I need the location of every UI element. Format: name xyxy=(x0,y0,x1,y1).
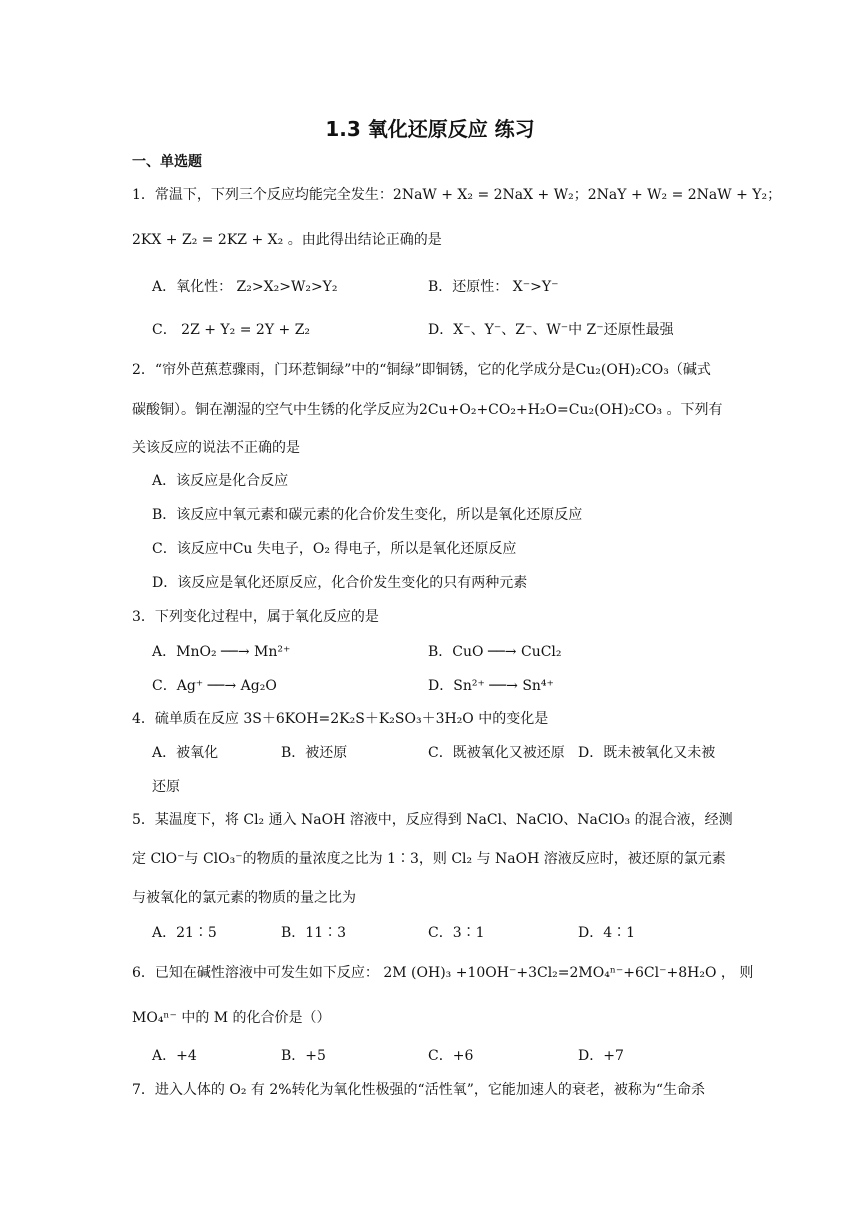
question-5-option-a: A．21∶5 xyxy=(152,925,217,941)
question-3-option-b: B．CuO ──→ CuCl₂ xyxy=(428,644,562,660)
question-6-option-c: C．+6 xyxy=(428,1048,474,1064)
question-5-text: 5．某温度下，将 Cl₂ 通入 NaOH 溶液中，反应得到 NaCl、NaClO、NaClO₃ 的混合液，经测 xyxy=(132,812,733,828)
question-2-text-cont: 碳酸铜）。铜在潮湿的空气中生锈的化学反应为2Cu+O₂+CO₂+H₂O=Cu₂(OH)₂CO₃ 。下列有 xyxy=(132,402,723,418)
question-4-option-b: B．被还原 xyxy=(281,745,348,761)
question-4-text: 4．硫单质在反应 3S＋6KOH=2K₂S＋K₂SO₃＋3H₂O 中的变化是 xyxy=(132,711,549,727)
question-2-option-d: D．该反应是氧化还原反应，化合价发生变化的只有两种元素 xyxy=(152,575,528,591)
question-4-option-c: C．既被氧化又被还原 xyxy=(428,745,565,761)
question-6-option-b: B．+5 xyxy=(281,1048,326,1064)
question-1-text: 1．常温下，下列三个反应均能完全发生：2NaW + X₂ = 2NaX + W₂；2NaY + W₂ = 2NaW + Y₂； xyxy=(132,187,782,203)
question-7-text: 7．进入人体的 O₂ 有 2%转化为氧化性极强的“活性氧”，它能加速人的衰老，被称为“生命杀 xyxy=(132,1082,706,1098)
question-2-option-c: C．该反应中Cu 失电子，O₂ 得电子，所以是氧化还原反应 xyxy=(152,541,517,557)
question-4-option-d: D．既未被氧化又未被 xyxy=(578,745,716,761)
question-3-option-c: C．Ag⁺ ──→ Ag₂O xyxy=(152,678,277,694)
question-6-text-cont: MO₄ⁿ⁻ 中的 M 的化合价是（） xyxy=(132,1010,331,1026)
question-3-text: 3．下列变化过程中，属于氧化反应的是 xyxy=(132,609,379,625)
question-4-option-a: A．被氧化 xyxy=(152,745,219,761)
question-2-text: 2．“帘外芭蕉惹骤雨，门环惹铜绿”中的“铜绿”即铜锈，它的化学成分是Cu₂(OH)₂CO₃（碱式 xyxy=(132,362,711,378)
question-2-option-b: B．该反应中氧元素和碳元素的化合价发生变化，所以是氧化还原反应 xyxy=(152,507,583,523)
question-5-option-d: D．4∶1 xyxy=(578,925,636,941)
question-5-text-cont: 定 ClO⁻与 ClO₃⁻的物质的量浓度之比为 1∶3，则 Cl₂ 与 NaOH 溶液反应时，被还原的氯元素 xyxy=(132,851,726,867)
question-6-option-d: D．+7 xyxy=(578,1048,624,1064)
section-heading: 一、单选题 xyxy=(132,154,202,170)
question-5-option-c: C．3∶1 xyxy=(428,925,485,941)
question-3-option-d: D．Sn²⁺ ──→ Sn⁴⁺ xyxy=(428,678,554,694)
question-1-text-cont: 2KX + Z₂ = 2KZ + X₂ 。由此得出结论正确的是 xyxy=(132,232,442,248)
question-1-option-b: B．还原性： X⁻>Y⁻ xyxy=(428,279,559,295)
question-4-option-d-cont: 还原 xyxy=(152,779,180,795)
question-6-text: 6．已知在碱性溶液中可发生如下反应： 2M (OH)₃ +10OH⁻+3Cl₂=2MO₄ⁿ⁻+6Cl⁻+8H₂O ， 则 xyxy=(132,965,754,981)
question-2-text-cont2: 关该反应的说法不正确的是 xyxy=(132,440,300,456)
question-1-option-a: A．氧化性： Z₂>X₂>W₂>Y₂ xyxy=(152,279,338,295)
question-1-option-c: C． 2Z + Y₂ = 2Y + Z₂ xyxy=(152,322,311,338)
question-1-option-d: D．X⁻、Y⁻、Z⁻、W⁻中 Z⁻还原性最强 xyxy=(428,322,674,338)
question-3-option-a: A．MnO₂ ──→ Mn²⁺ xyxy=(152,644,291,660)
page-title: 1.3 氧化还原反应 练习 xyxy=(325,117,535,141)
question-5-option-b: B．11∶3 xyxy=(281,925,347,941)
question-6-option-a: A．+4 xyxy=(152,1048,197,1064)
question-2-option-a: A．该反应是化合反应 xyxy=(152,473,289,489)
question-5-text-cont2: 与被氧化的氯元素的物质的量之比为 xyxy=(132,890,356,906)
